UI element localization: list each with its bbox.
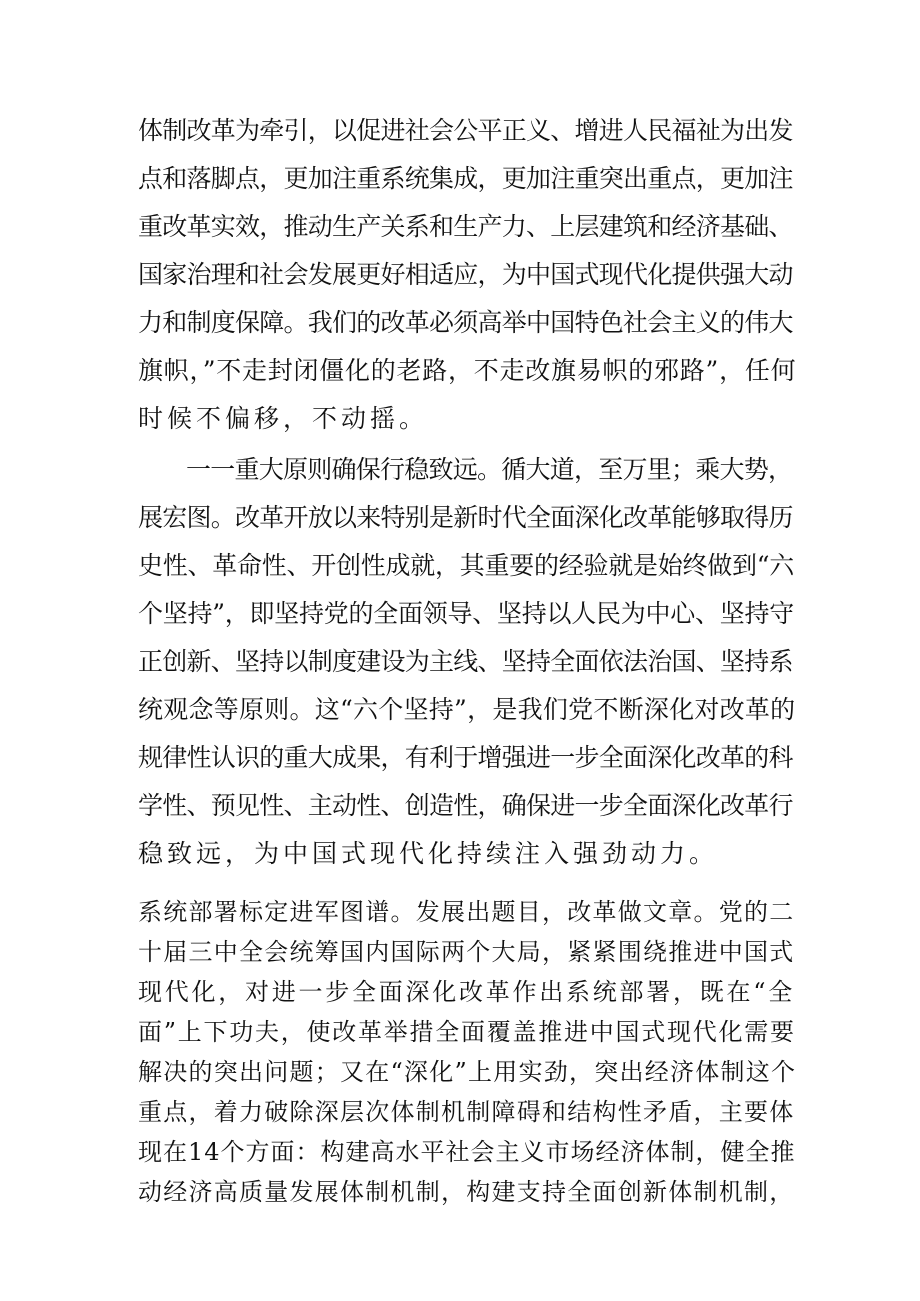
text-line: 重点，着力破除深层次体制机制障碍和结构性矛盾，主要体: [138, 1098, 795, 1126]
text-line: 一一重大原则确保行稳致远。循大道，至万里；乘大势，: [186, 455, 793, 484]
text-line: 稳致远，为中国式现代化持续注入强劲动力。: [138, 839, 719, 868]
text-line: 十届三中全会统筹国内国际两个大局，紧紧围绕推进中国式: [138, 938, 795, 966]
text-line: 学性、预见性、主动性、创造性，确保进一步全面深化改革行: [138, 791, 793, 820]
text-line: 点和落脚点，更加注重系统集成，更加注重突出重点，更加注: [138, 164, 793, 193]
text-line: 解决的突出问题；又在“深化”上用实劲，突出经济体制这个: [138, 1058, 797, 1086]
text-line: 重改革实效，推动生产关系和生产力、上层建筑和经济基础、: [138, 212, 793, 241]
text-line: 正创新、坚持以制度建设为主线、坚持全面依法治国、坚持系: [138, 647, 793, 676]
text-line: 国家治理和社会发展更好相适应，为中国式现代化提供强大动: [138, 260, 793, 289]
text-line: 动经济高质量发展体制机制，构建支持全面创新体制机制，: [138, 1178, 795, 1206]
text-line: 展宏图。改革开放以来特别是新时代全面深化改革能够取得历: [138, 503, 793, 532]
text-line: 面”上下功夫，使改革举措全面覆盖推进中国式现代化需要: [138, 1018, 796, 1046]
text-line: 现代化，对进一步全面深化改革作出系统部署，既在“全: [138, 978, 796, 1006]
text-line: 统观念等原则。这“六个坚持”，是我们党不断深化对改革的: [138, 695, 796, 724]
text-line: 系统部署标定进军图谱。发展出题目，改革做文章。党的二: [138, 898, 795, 926]
text-line: 体制改革为牵引，以促进社会公平正义、增进人民福祉为出发: [138, 116, 793, 145]
text-line: 现在14个方面：构建高水平社会主义市场经济体制，健全推: [138, 1138, 796, 1166]
text-line: 旗帜，”不走封闭僵化的老路，不走改旗易帜的邪路”，任何: [138, 356, 797, 385]
text-line: 个坚持”，即坚持党的全面领导、坚持以人民为中心、坚持守: [138, 599, 795, 628]
text-line: 时候不偏移，不动摇。: [138, 404, 429, 433]
text-line: 规律性认识的重大成果，有利于增强进一步全面深化改革的科: [138, 743, 793, 772]
text-line: 力和制度保障。我们的改革必须高举中国特色社会主义的伟大: [138, 308, 793, 337]
text-line: 史性、革命性、开创性成就，其重要的经验就是始终做到“六: [138, 551, 795, 580]
